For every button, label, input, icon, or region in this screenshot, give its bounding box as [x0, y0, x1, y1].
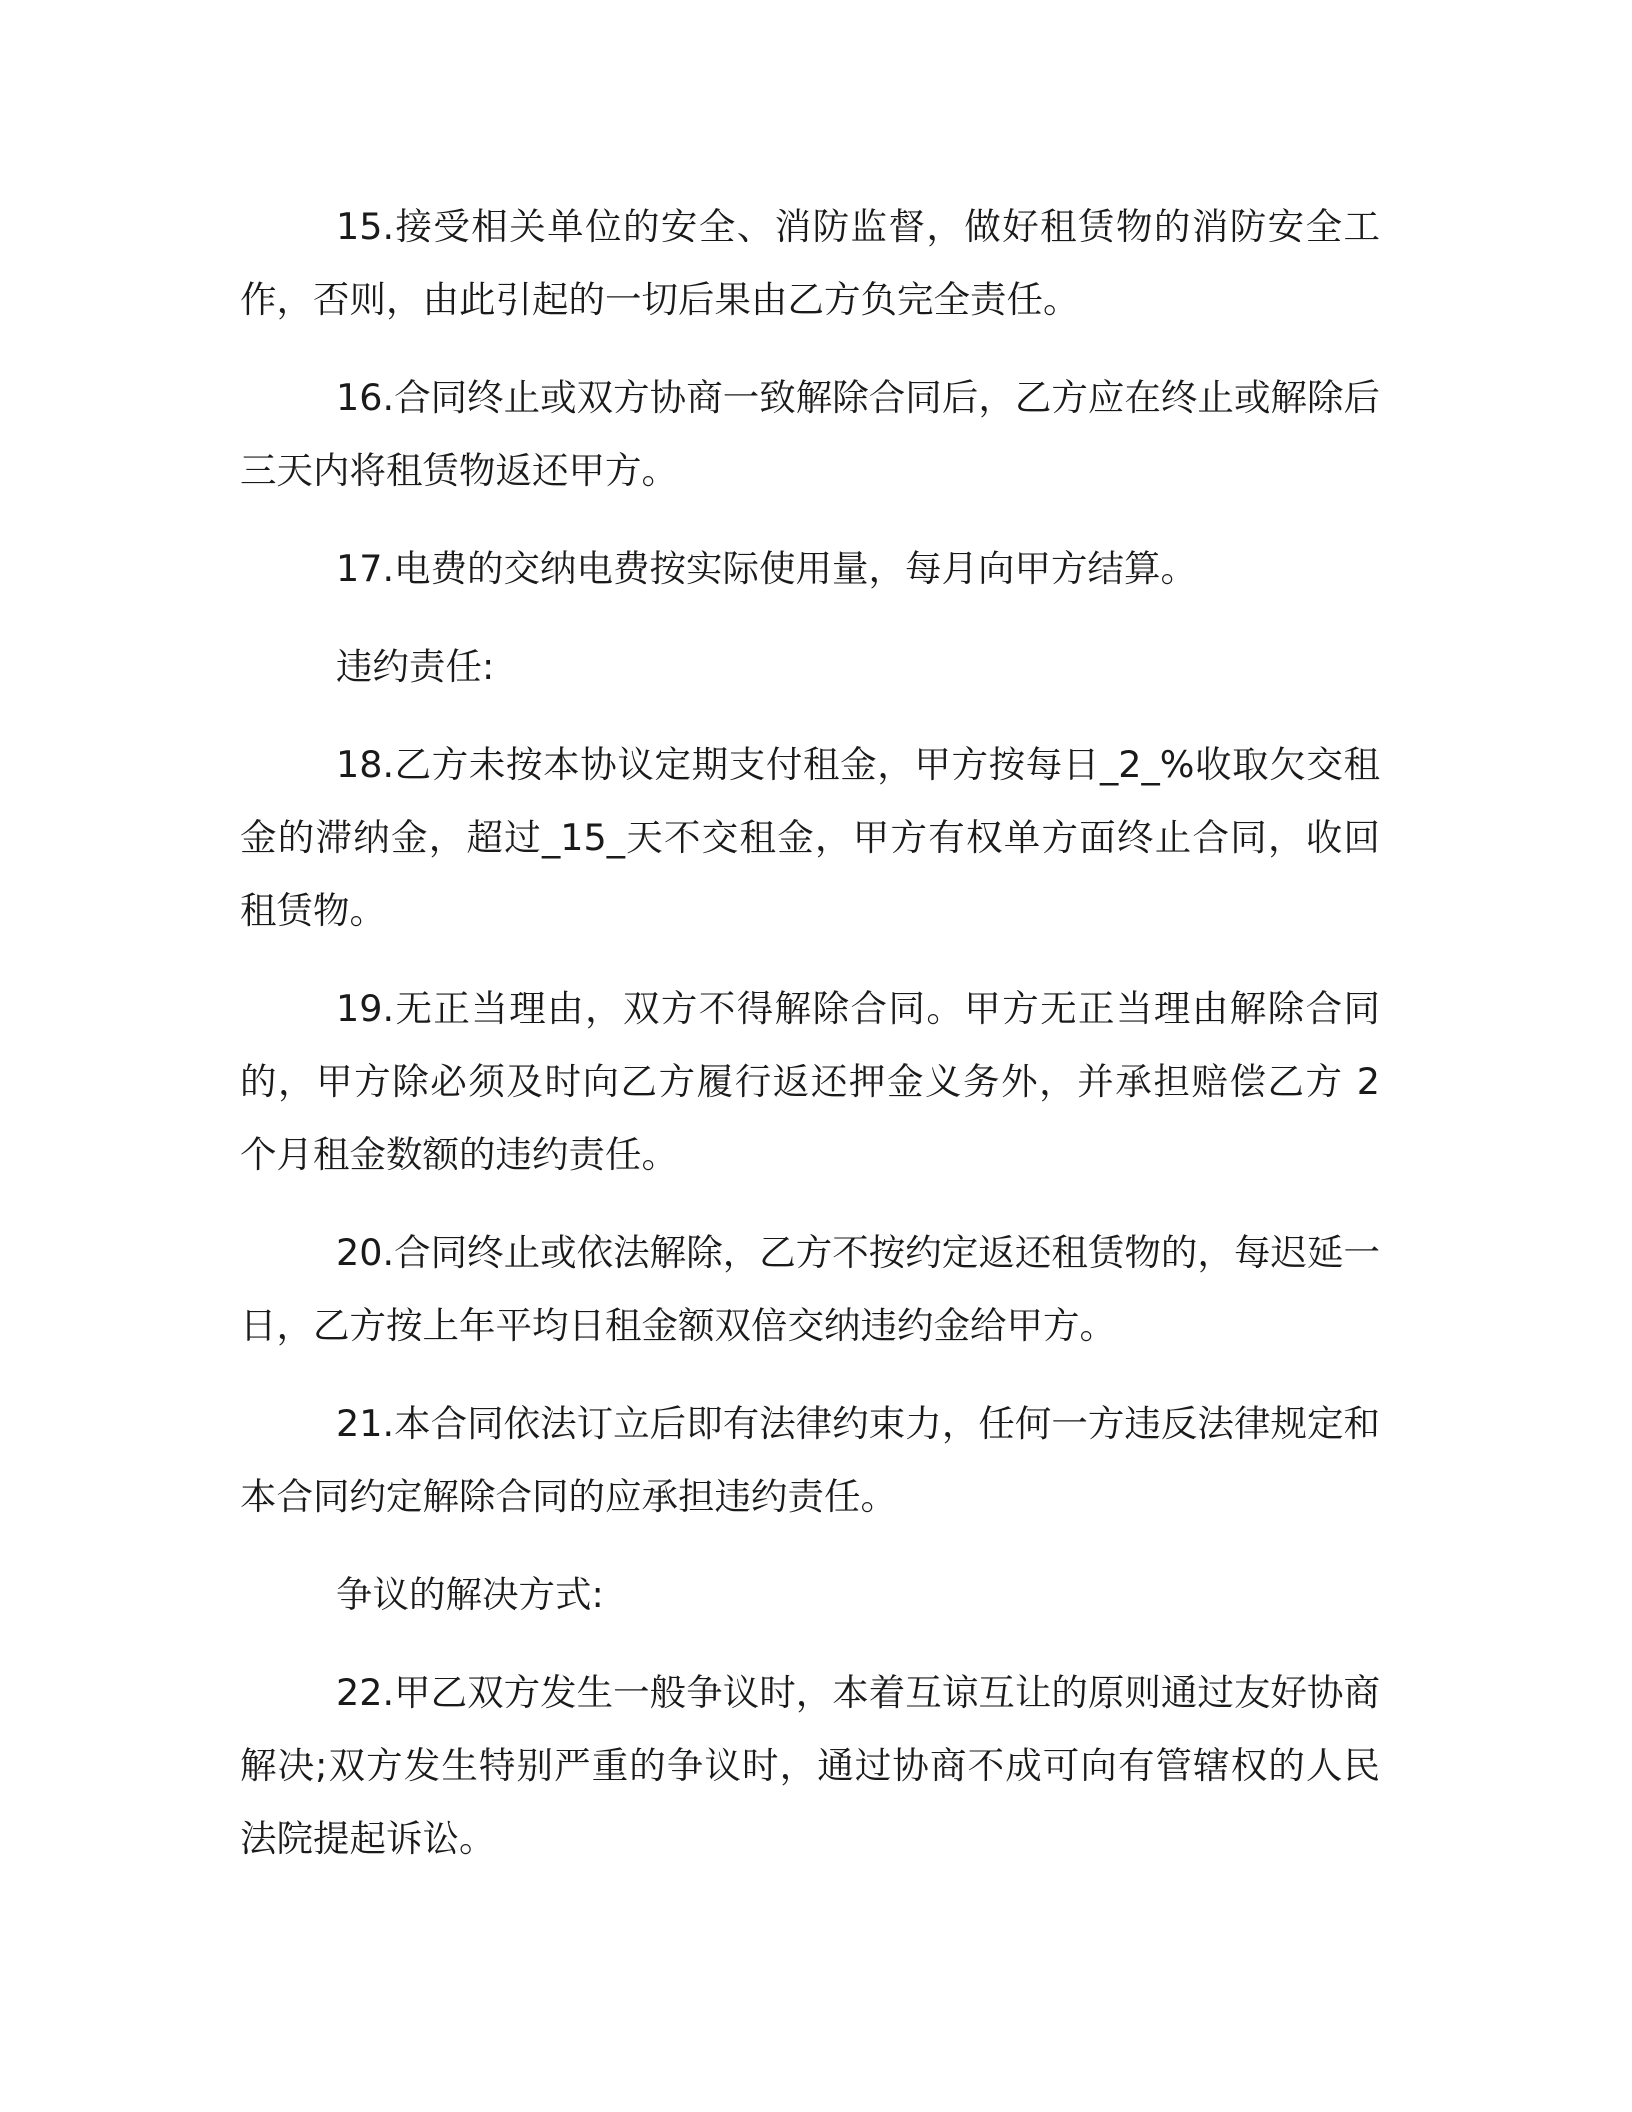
- clause-21: 21.本合同依法订立后即有法律约束力，任何一方违反法律规定和本合同约定解除合同的应承担违约责任。: [240, 1402, 1380, 1518]
- clause-17: 17.电费的交纳电费按实际使用量，每月向甲方结算。: [336, 547, 1198, 590]
- clause-15: 15.接受相关单位的安全、消防监督，做好租赁物的消防安全工作，否则，由此引起的一切后果由乙方负完全责任。: [240, 205, 1380, 321]
- section-heading-breach-liability: 违约责任:: [336, 645, 495, 688]
- clause-22: 22.甲乙双方发生一般争议时，本着互谅互让的原则通过友好协商解决;双方发生特别严重的争议时，通过协商不成可向有管辖权的人民法院提起诉讼。: [240, 1671, 1380, 1860]
- clause-18: 18.乙方未按本协议定期支付租金，甲方按每日_2_%收取欠交租金的滞纳金，超过_15_天不交租金，甲方有权单方面终止合同，收回租赁物。: [240, 743, 1380, 932]
- section-heading-dispute-resolution: 争议的解决方式:: [336, 1573, 604, 1616]
- clause-20: 20.合同终止或依法解除，乙方不按约定返还租赁物的，每迟延一日，乙方按上年平均日租金额双倍交纳违约金给甲方。: [240, 1231, 1380, 1347]
- clause-19: 19.无正当理由，双方不得解除合同。甲方无正当理由解除合同的，甲方除必须及时向乙方履行返还押金义务外，并承担赔偿乙方 2 个月租金数额的违约责任。: [240, 987, 1380, 1176]
- document-body: [240, 190, 1380, 1900]
- clause-16: 16.合同终止或双方协商一致解除合同后，乙方应在终止或解除后三天内将租赁物返还甲方。: [240, 376, 1380, 492]
